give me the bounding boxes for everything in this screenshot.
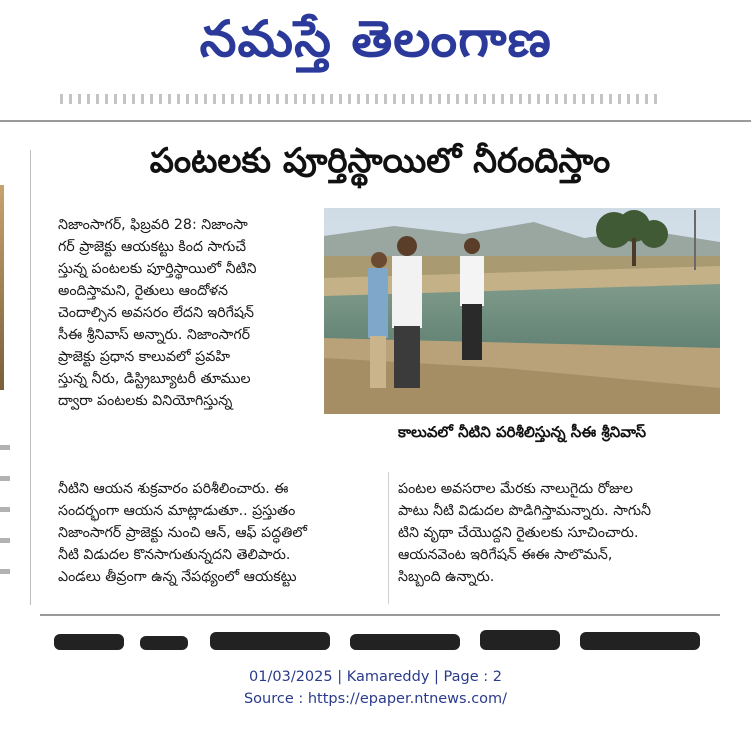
photo-caption: కాలువలో నీటిని పరిశీలిస్తున్న సీఈ శ్రీనివాస్ [398, 423, 646, 441]
article-headline: పంటలకు పూర్తిస్థాయిలో నీరందిస్తాం [149, 141, 611, 181]
body-line: ఎండలు తీవ్రంగా ఉన్న నేపథ్యంలో ఆయకట్టు [58, 569, 297, 585]
body-line: పాటు నీటి విడుదల పొడిగిస్తామన్నారు. సాగునీ [398, 503, 651, 519]
body-line: చెందాల్సిన అవసరం లేదని ఇరిగేషన్ [58, 305, 254, 321]
body-line: ద్వారా పంటలకు వినియోగిస్తున్న [58, 393, 233, 409]
left-column-divider [30, 150, 31, 605]
body-line: సిబ్బంది ఉన్నారు. [398, 569, 495, 585]
top-divider [0, 120, 751, 122]
body-line: నీటి విడుదల కొనసాగుతున్నదని తెలిపారు. [58, 547, 291, 563]
footer-date-edition: 01/03/2025 | Kamareddy | Page : 2 [249, 669, 502, 685]
adjacent-text-edge [0, 445, 10, 595]
body-line: నిజాంసాగర్ ప్రాజెక్టు నుంచి ఆన్, ఆఫ్ పద్ధతిలో [58, 525, 307, 541]
body-line: స్తున్న పంటలకు పూర్తిస్థాయిలో నీటిని [58, 261, 257, 277]
clipped-text-strip [60, 94, 660, 104]
article-column-bottom-left [58, 478, 380, 588]
clipped-headline-shapes [50, 624, 730, 650]
body-line: గర్ ప్రాజెక్టు ఆయకట్టు కింద సాగుచే [58, 239, 247, 255]
footer-source: Source : https://epaper.ntnews.com/ [243, 691, 508, 707]
body-line: సందర్భంగా ఆయన మాట్లాడుతూ.. ప్రస్తుతం [58, 503, 296, 519]
article-column-bottom-right [398, 478, 720, 588]
body-line: స్తున్న నీరు, డిస్ట్రిబ్యూటరీ తూముల [58, 371, 251, 387]
body-line: సీఈ శ్రీనివాస్ అన్నారు. నిజాంసాగర్ [58, 327, 251, 343]
footer [0, 666, 751, 710]
canal-inspection-photo [324, 208, 720, 414]
body-line: టిని వృథా చేయొద్దని రైతులకు సూచించారు. [398, 525, 639, 541]
article-photo [324, 208, 720, 414]
clipped-next-headline [50, 624, 730, 650]
article-column-top [58, 214, 320, 412]
body-line: అందిస్తామని, రైతులు ఆందోళన [58, 283, 229, 299]
body-line: ఆయనవెంట ఇరిగేషన్ ఈఈ సాలొమన్, [398, 547, 613, 563]
newspaper-title: నమస్తే తెలంగాణ [199, 9, 552, 68]
masthead [0, 0, 751, 90]
body-line: నీటిని ఆయన శుక్రవారం పరిశీలించారు. ఈ [58, 481, 289, 497]
body-line: నిజాంసాగర్, ఫిబ్రవరి 28: నిజాంసా [58, 217, 248, 233]
body-line: పంటల అవసరాల మేరకు నాలుగైదు రోజుల [398, 481, 633, 497]
bottom-divider [40, 614, 720, 616]
column-divider [388, 472, 389, 604]
adjacent-photo-edge [0, 185, 4, 390]
body-line: ప్రాజెక్టు ప్రధాన కాలువలో ప్రవహి [58, 349, 230, 365]
